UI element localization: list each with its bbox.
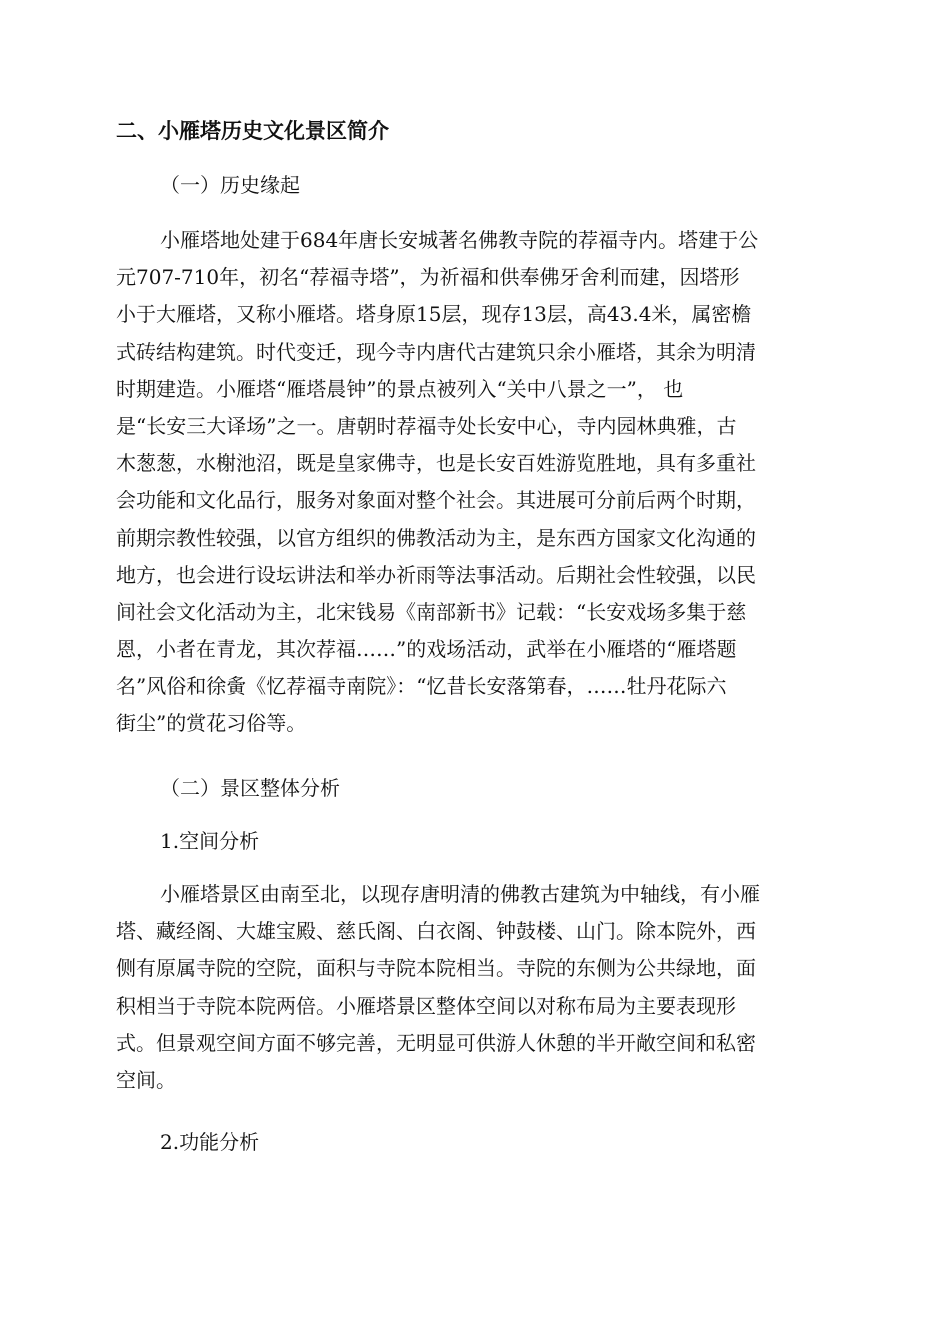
paragraph-line: 小雁塔景区由南至北，以现存唐明清的佛教古建筑为中轴线，有小雁 bbox=[160, 882, 760, 906]
chapter-heading: 二、小雁塔历史文化景区简介 bbox=[116, 119, 389, 143]
paragraph-line: 间社会文化活动为主，北宋钱易《南部新书》记载：“长安戏场多集于慈 bbox=[116, 599, 747, 624]
paragraph-line: 会功能和文化品行，服务对象面对整个社会。其进展可分前后两个时期， bbox=[116, 488, 756, 513]
paragraph-line: 前期宗教性较强，以官方组织的佛教活动为主，是东西方国家文化沟通的 bbox=[116, 525, 756, 550]
paragraph-line: 侧有原属寺院的空院，面积与寺院本院相当。寺院的东侧为公共绿地，面 bbox=[116, 956, 756, 981]
paragraph-line: 塔、藏经阁、大雄宝殿、慈氏阁、白衣阁、钟鼓楼、山门。除本院外，西 bbox=[116, 919, 756, 944]
paragraph-line: 时期建造。小雁塔“雁塔晨钟”的景点被列入“关中八景之一”， 也 bbox=[116, 376, 684, 401]
paragraph-line: 元707-710年，初名“荐福寺塔”，为祈福和供奉佛牙舍利而建，因塔形 bbox=[116, 265, 740, 290]
paragraph-line: 是“长安三大译场”之一。唐朝时荐福寺处长安中心，寺内园林典雅，古 bbox=[116, 413, 737, 438]
paragraph-line: 地方，也会进行设坛讲法和举办祈雨等法事活动。后期社会性较强，以民 bbox=[116, 562, 756, 587]
paragraph-line: 积相当于寺院本院两倍。小雁塔景区整体空间以对称布局为主要表现形 bbox=[116, 993, 736, 1018]
space-analysis-paragraph bbox=[116, 876, 836, 1099]
section-heading-history: （一）历史缘起 bbox=[160, 173, 300, 197]
subsection-heading-space: 1.空间分析 bbox=[160, 829, 260, 853]
subsection-heading-function: 2.功能分析 bbox=[160, 1130, 260, 1154]
section-heading-overall-analysis: （二）景区整体分析 bbox=[160, 776, 340, 800]
paragraph-line: 小雁塔地处建于684年唐长安城著名佛教寺院的荐福寺内。塔建于公 bbox=[160, 228, 759, 252]
paragraph-line: 木葱葱，水榭池沼，既是皇家佛寺，也是长安百姓游览胜地，具有多重社 bbox=[116, 451, 756, 476]
paragraph-line: 恩，小者在青龙，其次荐福……”的戏场活动，武举在小雁塔的“雁塔题 bbox=[116, 637, 737, 662]
paragraph-line: 式砖结构建筑。时代变迁，现今寺内唐代古建筑只余小雁塔，其余为明清 bbox=[116, 339, 756, 364]
paragraph-line: 式。但景观空间方面不够完善，无明显可供游人休憩的半开敞空间和私密 bbox=[116, 1030, 756, 1055]
paragraph-line: 名”风俗和徐夤《忆荐福寺南院》：“忆昔长安落第春，……牡丹花际六 bbox=[116, 674, 727, 699]
paragraph-line: 街尘”的赏花习俗等。 bbox=[116, 711, 307, 736]
paragraph-line: 小于大雁塔，又称小雁塔。塔身原15层，现存13层，高43.4米，属密檐 bbox=[116, 302, 752, 327]
paragraph-line: 空间。 bbox=[116, 1067, 176, 1092]
history-paragraph bbox=[116, 222, 836, 743]
